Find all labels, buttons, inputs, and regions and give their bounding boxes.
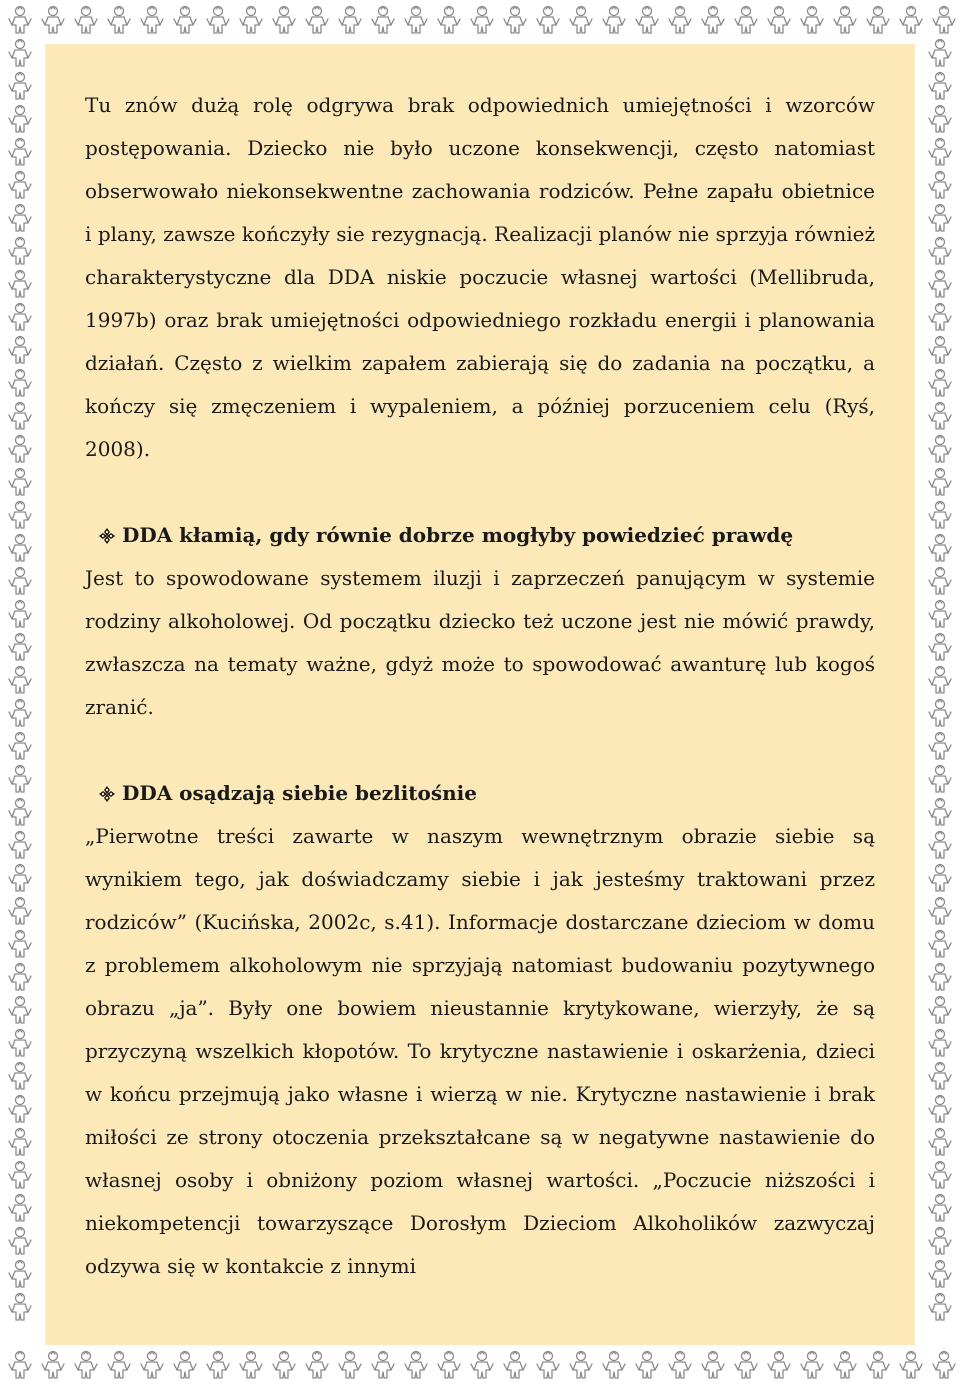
child-figure-icon xyxy=(207,7,229,34)
child-figure-icon xyxy=(929,172,951,199)
child-figure-icon xyxy=(75,1352,97,1379)
child-figure-icon xyxy=(9,568,31,595)
child-figure-icon xyxy=(929,139,951,166)
child-figure-icon xyxy=(174,7,196,34)
child-figure-icon xyxy=(929,271,951,298)
heading-text: DDA osądzają siebie bezlitośnie xyxy=(122,781,477,805)
child-figure-icon xyxy=(933,7,955,34)
child-figure-icon xyxy=(929,733,951,760)
child-figure-icon xyxy=(929,1063,951,1090)
child-figure-icon xyxy=(929,1261,951,1288)
child-figure-icon xyxy=(537,7,559,34)
child-figure-icon xyxy=(929,1162,951,1189)
child-figure-icon xyxy=(9,337,31,364)
child-figure-icon xyxy=(9,667,31,694)
child-figure-icon xyxy=(768,7,790,34)
heading-text: DDA kłamią, gdy równie dobrze mogłyby powiedzieć prawdę xyxy=(122,523,794,547)
child-figure-icon xyxy=(273,1352,295,1379)
child-figure-icon xyxy=(9,73,31,100)
child-figure-icon xyxy=(9,1195,31,1222)
child-figure-icon xyxy=(9,106,31,133)
child-figure-icon xyxy=(339,7,361,34)
child-figure-icon xyxy=(929,1030,951,1057)
diamond-bullet-icon xyxy=(98,785,116,803)
child-figure-icon xyxy=(929,667,951,694)
child-figure-icon xyxy=(735,1352,757,1379)
child-figure-icon xyxy=(273,7,295,34)
child-figure-icon xyxy=(504,1352,526,1379)
child-figure-icon xyxy=(9,700,31,727)
child-figure-icon xyxy=(240,7,262,34)
section-heading-self-judgement xyxy=(85,772,875,815)
child-figure-icon xyxy=(9,238,31,265)
child-figure-icon xyxy=(9,139,31,166)
child-figure-icon xyxy=(801,1352,823,1379)
paragraph-1: Tu znów dużą rolę odgrywa brak odpowiednich umiejętności i wzorców postępowania. Dziecko nie było uczone konsekwencji, często natomiast obserwowało niekonsekwentne zachowania rodziców. Pełne zapału obietnice i plany, zawsze kończyły sie rezygnacją. Realizacji planów nie sprzyja również charakterystyczne dla DDA niskie poczucie własnej wartości (Mellibruda, 1997b) oraz brak umiejętności odpowiedniego rozkładu energii i planowania działań. Często z wielkim zapałem zabierają się do zadania na początku, a kończy się zmęczeniem i wypaleniem, a później porzuceniem celu (Ryś, 2008). xyxy=(85,93,875,461)
child-figure-icon xyxy=(9,370,31,397)
paragraph-2: Jest to spowodowane systemem iluzji i zaprzeczeń panującym w systemie rodziny alkoholowej. Od początku dziecko też uczone jest nie mówić prawdy, zwłaszcza na tematy ważne, gdyż może to spowodować awanturę lub kogoś zranić. xyxy=(85,566,875,719)
child-figure-icon xyxy=(9,535,31,562)
child-figure-icon xyxy=(42,7,64,34)
child-figure-icon xyxy=(929,964,951,991)
child-figure-icon xyxy=(9,205,31,232)
child-figure-icon xyxy=(929,799,951,826)
child-figure-icon xyxy=(372,7,394,34)
child-figure-icon xyxy=(372,1352,394,1379)
child-figure-icon xyxy=(9,964,31,991)
child-figure-icon xyxy=(9,1030,31,1057)
child-figure-icon xyxy=(603,1352,625,1379)
child-figure-icon xyxy=(929,766,951,793)
child-figure-icon xyxy=(603,7,625,34)
paragraph-3: „Pierwotne treści zawarte w naszym wewnętrznym obrazie siebie są wynikiem tego, jak doświadczamy siebie i jak jesteśmy traktowani przez rodziców” (Kucińska, 2002c, s.41). Informacje dostarczane dzieciom w domu z problemem alkoholowym nie sprzyjają natomiast budowaniu pozytywnego obrazu „ja”. Były one bowiem nieustannie krytykowane, wierzyły, że są przyczyną wszelkich kłopotów. To krytyczne nastawienie i oskarżenia, dzieci w końcu przejmują jako własne i wierzą w nie. Krytyczne nastawienie i brak miłości ze strony otoczenia przekształcane są w negatywne nastawienie do własnej osoby i obniżony poziom własnej wartości. „Poczucie niższości i niekompetencji towarzyszące Dorosłym Dzieciom Alkoholików zazwyczaj odzywa się w kontakcie z innymi xyxy=(85,824,875,1278)
child-figure-icon xyxy=(141,1352,163,1379)
child-figure-icon xyxy=(9,1129,31,1156)
child-figure-icon xyxy=(537,1352,559,1379)
child-figure-icon xyxy=(929,469,951,496)
diamond-bullet-icon xyxy=(98,527,116,545)
child-figure-icon xyxy=(702,1352,724,1379)
child-figure-icon xyxy=(405,7,427,34)
child-figure-icon xyxy=(929,1294,951,1321)
child-figure-icon xyxy=(9,601,31,628)
child-figure-icon xyxy=(900,1352,922,1379)
child-figure-icon xyxy=(929,106,951,133)
child-figure-icon xyxy=(929,568,951,595)
child-figure-icon xyxy=(834,1352,856,1379)
child-figure-icon xyxy=(108,1352,130,1379)
child-figure-icon xyxy=(75,7,97,34)
child-figure-icon xyxy=(929,304,951,331)
child-figure-icon xyxy=(9,865,31,892)
child-figure-icon xyxy=(735,7,757,34)
child-figure-icon xyxy=(669,7,691,34)
child-figure-icon xyxy=(42,1352,64,1379)
child-figure-icon xyxy=(9,1063,31,1090)
child-figure-icon xyxy=(867,1352,889,1379)
child-figure-icon xyxy=(929,997,951,1024)
child-figure-icon xyxy=(669,1352,691,1379)
child-figure-icon xyxy=(9,799,31,826)
child-figure-icon xyxy=(801,7,823,34)
child-figure-icon xyxy=(929,832,951,859)
child-figure-icon xyxy=(768,1352,790,1379)
child-figure-icon xyxy=(240,1352,262,1379)
child-figure-icon xyxy=(929,436,951,463)
child-figure-icon xyxy=(9,172,31,199)
child-figure-icon xyxy=(570,7,592,34)
child-figure-icon xyxy=(9,1096,31,1123)
child-figure-icon xyxy=(9,502,31,529)
child-figure-icon xyxy=(9,7,31,34)
child-figure-icon xyxy=(9,733,31,760)
child-figure-icon xyxy=(929,1096,951,1123)
document-page xyxy=(45,44,915,1345)
child-figure-icon xyxy=(929,370,951,397)
child-figure-icon xyxy=(929,337,951,364)
child-figure-icon xyxy=(438,7,460,34)
child-figure-icon xyxy=(306,7,328,34)
child-figure-icon xyxy=(141,7,163,34)
child-figure-icon xyxy=(9,1352,31,1379)
child-figure-icon xyxy=(570,1352,592,1379)
child-figure-icon xyxy=(9,931,31,958)
child-figure-icon xyxy=(929,73,951,100)
child-figure-icon xyxy=(471,1352,493,1379)
child-figure-icon xyxy=(9,1162,31,1189)
child-figure-icon xyxy=(929,502,951,529)
child-figure-icon xyxy=(9,832,31,859)
child-figure-icon xyxy=(702,7,724,34)
child-figure-icon xyxy=(933,1352,955,1379)
child-figure-icon xyxy=(108,7,130,34)
child-figure-icon xyxy=(9,469,31,496)
child-figure-icon xyxy=(929,1129,951,1156)
child-figure-icon xyxy=(9,403,31,430)
child-figure-icon xyxy=(9,1261,31,1288)
child-figure-icon xyxy=(929,1228,951,1255)
child-figure-icon xyxy=(929,601,951,628)
child-figure-icon xyxy=(900,7,922,34)
child-figure-icon xyxy=(929,403,951,430)
child-figure-icon xyxy=(9,634,31,661)
section-heading-lying xyxy=(85,514,875,557)
child-figure-icon xyxy=(438,1352,460,1379)
child-figure-icon xyxy=(9,436,31,463)
child-figure-icon xyxy=(9,304,31,331)
child-figure-icon xyxy=(9,1228,31,1255)
child-figure-icon xyxy=(929,40,951,67)
child-figure-icon xyxy=(207,1352,229,1379)
child-figure-icon xyxy=(929,535,951,562)
child-figure-icon xyxy=(636,7,658,34)
child-figure-icon xyxy=(929,898,951,925)
child-figure-icon xyxy=(929,931,951,958)
child-figure-icon xyxy=(405,1352,427,1379)
child-figure-icon xyxy=(929,205,951,232)
child-figure-icon xyxy=(339,1352,361,1379)
child-figure-icon xyxy=(9,1294,31,1321)
child-figure-icon xyxy=(867,7,889,34)
child-figure-icon xyxy=(306,1352,328,1379)
child-figure-icon xyxy=(9,766,31,793)
child-figure-icon xyxy=(9,997,31,1024)
child-figure-icon xyxy=(9,271,31,298)
child-figure-icon xyxy=(834,7,856,34)
child-figure-icon xyxy=(929,238,951,265)
child-figure-icon xyxy=(174,1352,196,1379)
child-figure-icon xyxy=(929,634,951,661)
child-figure-icon xyxy=(504,7,526,34)
child-figure-icon xyxy=(636,1352,658,1379)
child-figure-icon xyxy=(929,865,951,892)
child-figure-icon xyxy=(9,40,31,67)
child-figure-icon xyxy=(929,1195,951,1222)
child-figure-icon xyxy=(929,700,951,727)
child-figure-icon xyxy=(471,7,493,34)
child-figure-icon xyxy=(9,898,31,925)
